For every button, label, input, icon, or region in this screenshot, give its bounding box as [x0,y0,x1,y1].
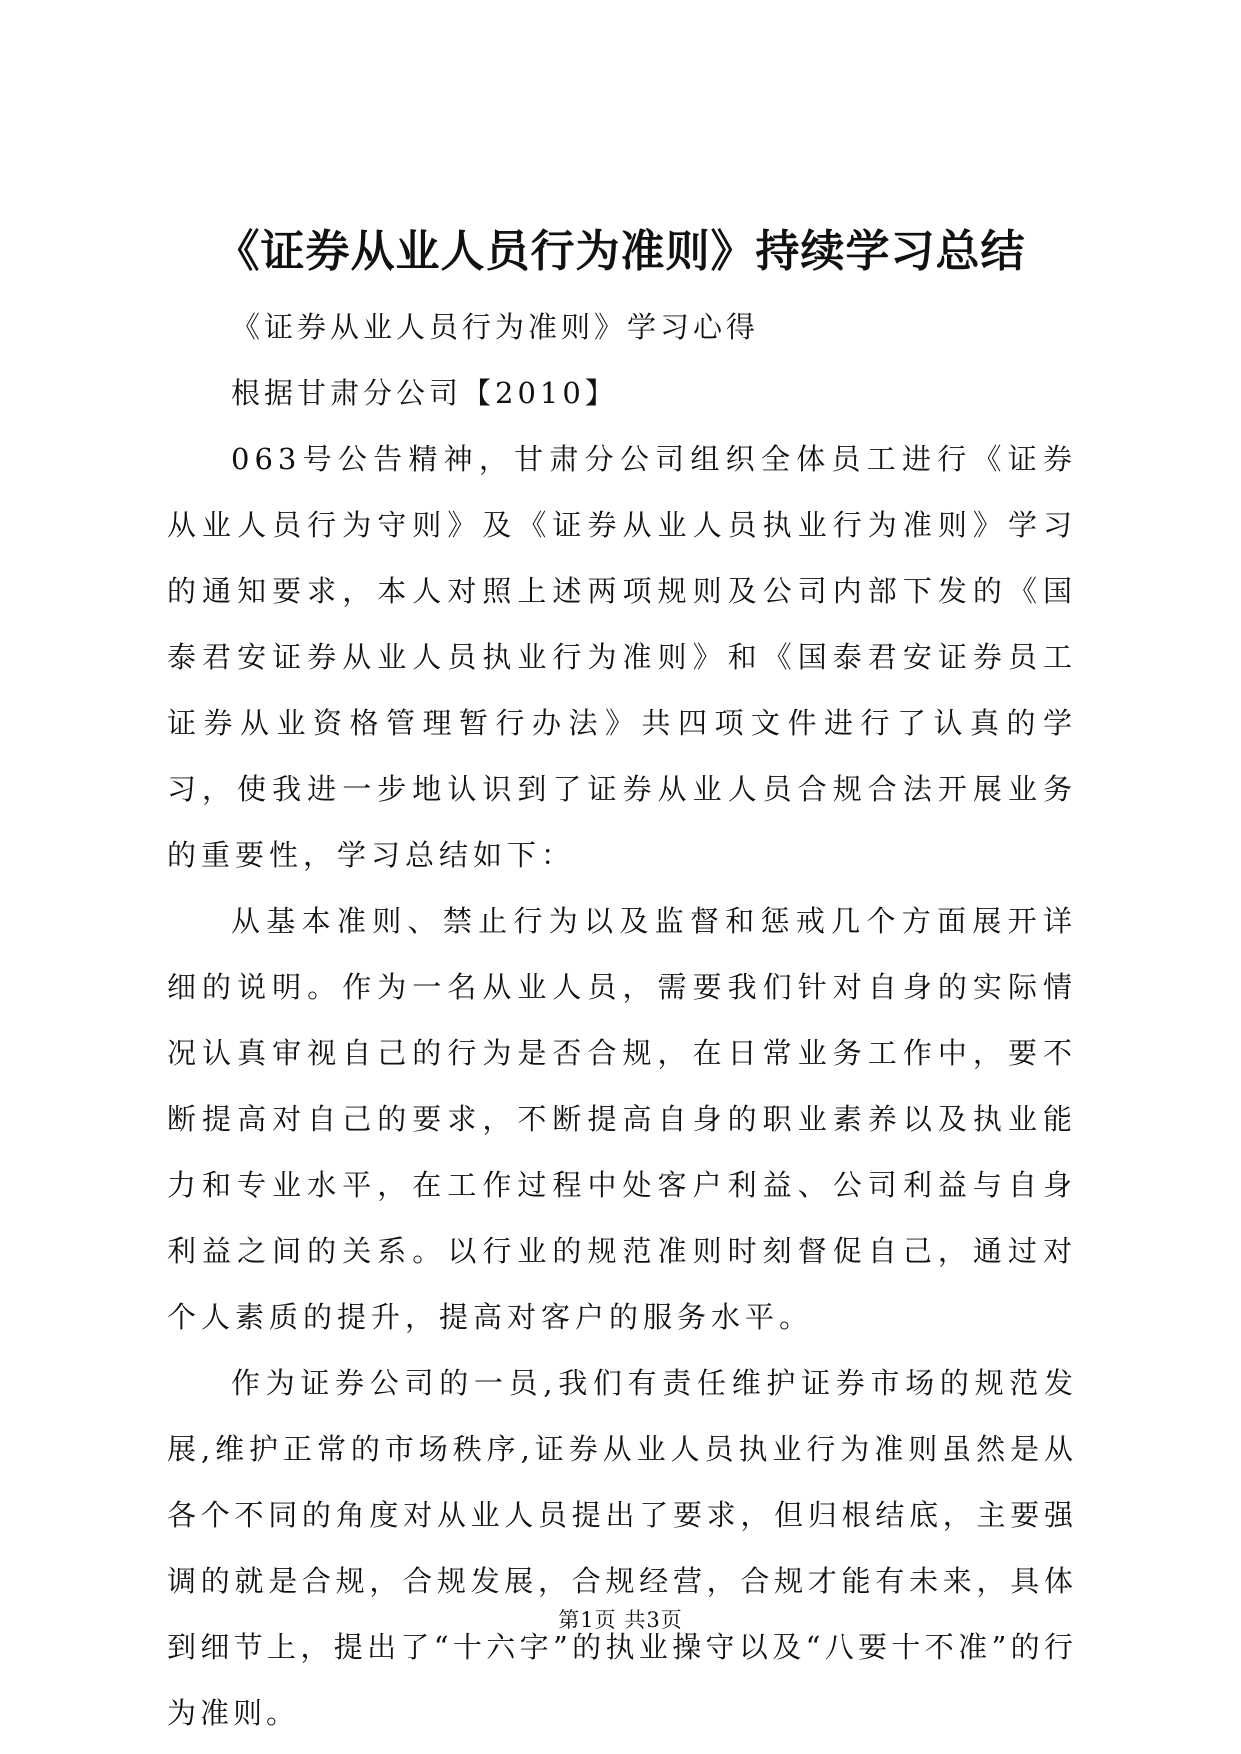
paragraph-compliance: 作为证券公司的一员,我们有责任维护证券市场的规范发展,维护正常的市场秩序,证券从业人员执业行为准则虽然是从各个不同的角度对从业人员提出了要求，但归根结底，主要强调的就是合规，合规发展，合规经营，合规才能有未来，具体到细节上，提出了“十六字”的执业操守以及“八要十不准”的行为准则。 [167,1366,1077,1730]
paragraph-intro: 063号公告精神，甘肃分公司组织全体员工进行《证券从业人员行为守则》及《证券从业人员执业行为准则》学习的通知要求，本人对照上述两项规则及公司内部下发的《国泰君安证券从业人员执业行为准则》和《国泰君安证券员工证券从业资格管理暂行办法》共四项文件进行了认真的学习，使我进一步地认识到了证券从业人员合规合法开展业务的重要性，学习总结如下： [167,442,1077,872]
paragraph-principles: 从基本准则、禁止行为以及监督和惩戒几个方面展开详细的说明。作为一名从业人员，需要我们针对自身的实际情况认真审视自己的行为是否合规，在日常业务工作中，要不断提高对自己的要求，不断提高自身的职业素养以及执业能力和专业水平，在工作过程中处客户利益、公司利益与自身利益之间的关系。以行业的规范准则时刻督促自己，通过对个人素质的提升，提高对客户的服务水平。 [167,904,1077,1334]
paragraph-reference: 根据甘肃分公司【2010】 [231,376,618,410]
paragraph-subtitle: 《证券从业人员行为准则》学习心得 [231,310,760,344]
document-body [167,294,1077,1746]
document-title: 《证券从业人员行为准则》持续学习总结 [215,226,1026,277]
page-footer: 第1页 共3页 [558,1608,683,1632]
